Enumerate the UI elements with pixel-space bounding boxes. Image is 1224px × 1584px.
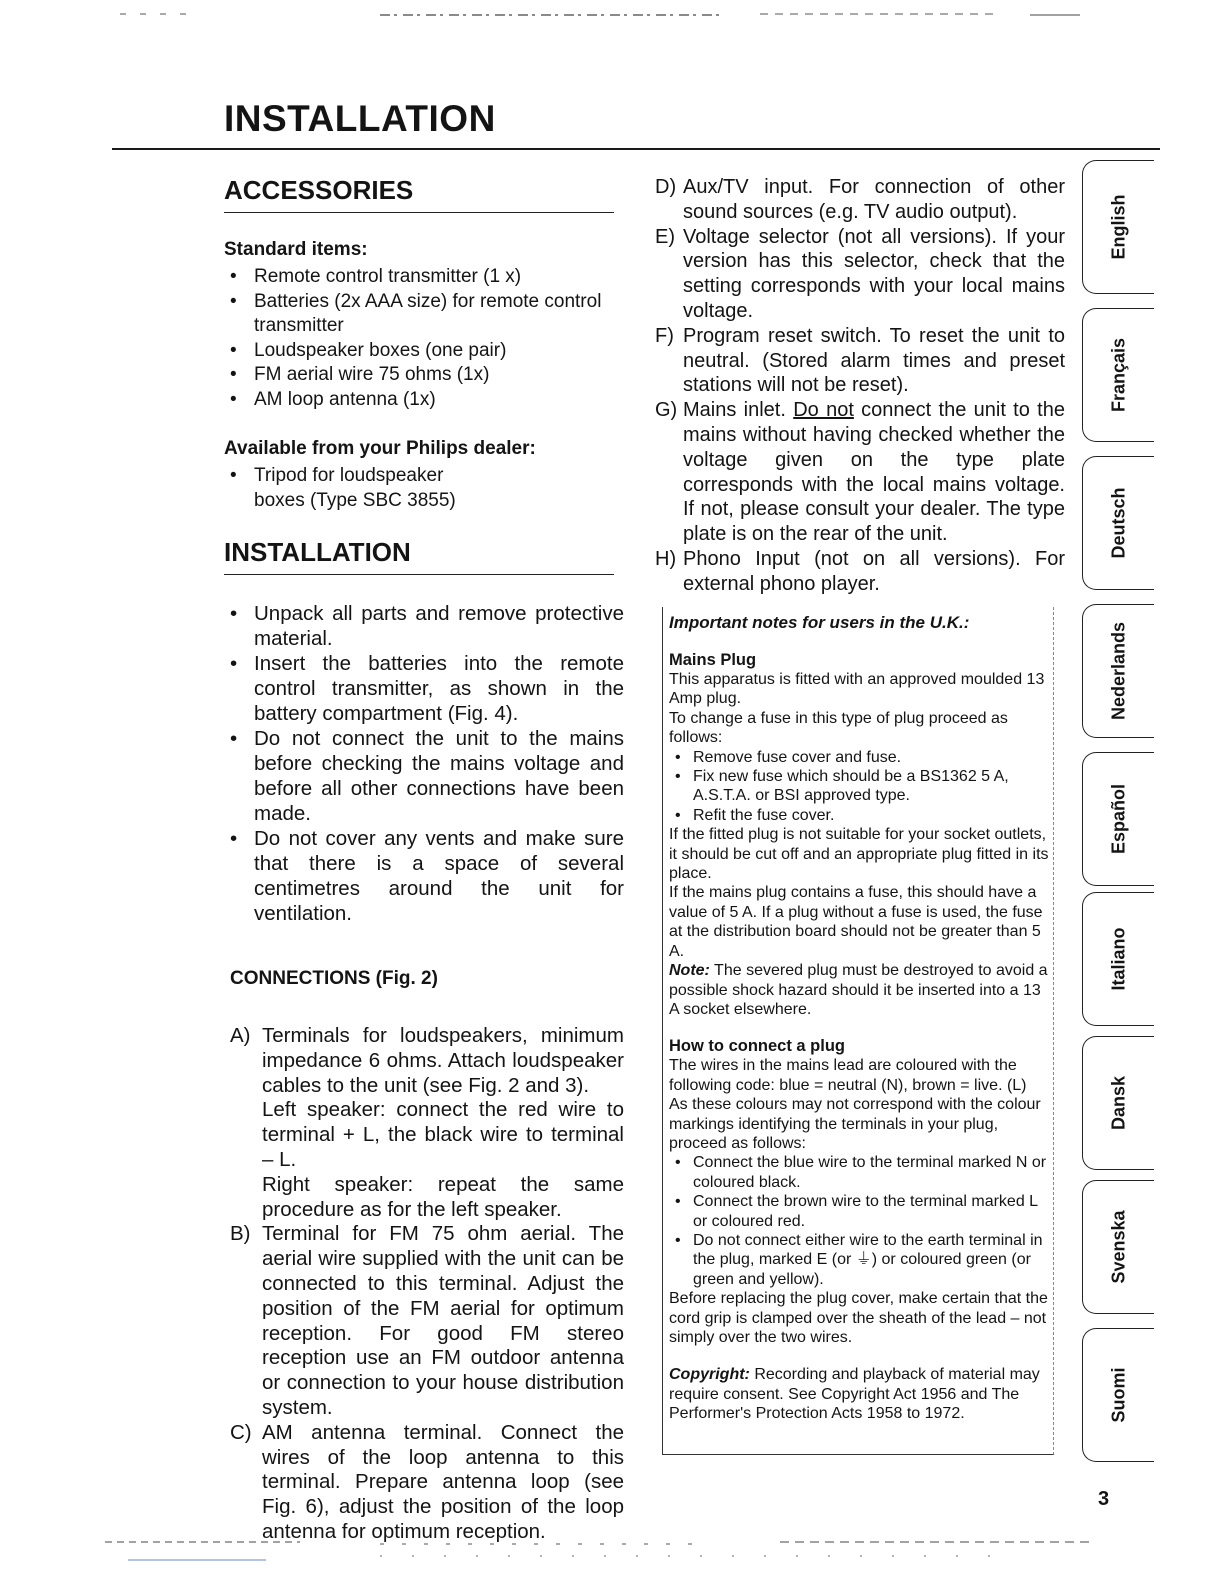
dealer-items-heading: Available from your Philips dealer: [224,438,536,459]
connection-a-left: Left speaker: connect the red wire to terminal + L, the black wire to terminal – L. [262,1098,624,1171]
tab-label: Français [1108,337,1128,413]
tab-label: Español [1108,783,1128,855]
mains-p3: If the fitted plug is not suitable for your socket outlets, it should be cut off and an appropriate plug fitted in its place. [669,826,1049,883]
list-item: • Fix new fuse which should be a BS1362 5 A, A.S.T.A. or BSI approved type. [669,767,1053,806]
copyright-paragraph [669,1365,1053,1423]
tab-label: English [1108,194,1128,260]
uk-notes-title: Important notes for users in the U.K.: [669,613,970,632]
installation-rule [224,574,614,575]
connect-steps-list [669,1153,1053,1289]
note-paragraph [669,961,1053,1019]
spacer [669,1019,1053,1037]
list-item: • Remote control transmitter (1 x) [224,265,624,290]
mains-p1: This apparatus is fitted with an approved moulded 13 Amp plug. [669,671,1045,708]
item-letter: F) [655,324,674,347]
item-letter: B) [230,1222,251,1246]
item-letter: E) [655,225,675,248]
connection-a-right: Right speaker: repeat the same procedure as for the left speaker. [262,1172,624,1221]
right-column [655,175,1065,597]
connection-e-text: Voltage selector (not all versions). If your version has this selector, check that the setting corresponds with your local mains voltage. [683,225,1065,322]
tab-deutsch[interactable] [1082,456,1154,590]
connection-a-text: Terminals for loudspeakers, minimum impedance 6 ohms. Attach loudspeaker cables to the unit (see Fig. 2 and 3). [262,1024,624,1097]
page-number: 3 [1098,1488,1110,1510]
connect-plug-heading: How to connect a plug [669,1037,845,1056]
connection-item-d [655,175,1065,225]
accessories-heading: ACCESSORIES [224,175,414,205]
list-item: • AM loop antenna (1x) [224,388,624,413]
list-item: • Do not cover any vents and make sure that there is a space of several centimetres around the unit for ventilation. [224,826,624,926]
list-item: • Connect the blue wire to the terminal marked N or coloured black. [669,1153,1053,1192]
tab-label: Svenska [1108,1210,1128,1284]
mains-p2: To change a fuse in this type of plug proceed as follows: [669,709,1008,747]
connection-item-c [224,1421,624,1545]
mains-p4: If the mains plug contains a fuse, this should have a value of 5 A. If a plug without a fuse is used, the fuse at the distribution board should not be greater than 5 A. [669,884,1043,960]
installation-list [224,601,624,926]
list-item: • Loudspeaker boxes (one pair) [224,339,624,364]
tab-english[interactable] [1082,160,1154,294]
mains-plug-heading: Mains Plug [669,651,757,669]
connection-d-text: Aux/TV input. For connection of other sound sources (e.g. TV audio output). [683,176,1065,223]
tab-label: Deutsch [1108,487,1128,559]
tab-svenska[interactable] [1082,1180,1154,1314]
standard-items-list [224,265,624,412]
list-item: • Batteries (2x AAA size) for remote control transmitter [224,290,624,339]
item-letter: C) [230,1420,252,1444]
copyright-text: Recording and playback of material may require consent. See Copyright Act 1956 and The Performer's Protection Acts 1958 to 1972. [669,1366,1040,1423]
connection-b-text: Terminal for FM 75 ohm aerial. The aerial wire supplied with the unit can be connected to this terminal. Adjust the position of the FM aerial for optimum reception. For good FM stereo reception use an FM outdoor antenna or connection to your house distribution system. [262,1222,624,1419]
tab-suomi[interactable] [1082,1328,1154,1462]
item-letter: A) [230,1024,251,1047]
list-item: • Insert the batteries into the remote control transmitter, as shown in the battery compartment (Fig. 4). [224,651,624,726]
connection-item-f [655,324,1065,398]
item-letter: H) [655,547,677,570]
uk-notes-box [662,607,1054,1455]
fuse-steps-list [669,748,1053,826]
list-item: • Tripod for loudspeaker boxes (Type SBC 3855) [224,464,474,513]
connect-p3: Before replacing the plug cover, make certain that the cord grip is clamped over the sheath of the lead – not simply over the two wires. [669,1290,1048,1346]
tab-label: Nederlands [1108,621,1128,721]
dealer-items-list [224,464,624,513]
spacer [669,1347,1053,1365]
tab-nederlands[interactable] [1082,604,1154,738]
connection-item-b [224,1222,624,1420]
item-letter: G) [655,399,678,422]
left-column [224,175,624,1545]
connection-item-h [655,547,1065,597]
connection-item-a [224,1024,624,1222]
connections-heading: CONNECTIONS (Fig. 2) [230,968,438,989]
list-item: • Unpack all parts and remove protective material. [224,601,624,651]
connection-g-underline: Do not [793,399,854,422]
connection-c-text: AM antenna terminal. Connect the wires of the loop antenna to this terminal. Prepare antenna loop (see Fig. 6), adjust the position of the loop antenna for optimum reception. [262,1420,624,1543]
scan-artifact-bottom [0,1536,1224,1566]
list-item: • Do not connect the unit to the mains before checking the mains voltage and before all other connections have been made. [224,726,624,826]
list-item: • Connect the brown wire to the terminal marked L or coloured red. [669,1192,1053,1231]
installation-heading: INSTALLATION [224,537,411,567]
list-item: • Refit the fuse cover. [669,806,1053,825]
tab-francais[interactable] [1082,308,1154,442]
tab-dansk[interactable] [1082,1036,1154,1170]
title-divider [112,148,1160,150]
copyright-label: Copyright: [669,1366,750,1384]
accessories-rule [224,212,614,213]
tab-label: Suomi [1108,1367,1128,1423]
scan-artifact-top [0,10,1224,18]
item-letter: D) [655,176,677,198]
connection-h-text: Phono Input (not on all versions). For external phono player. [683,547,1065,595]
tab-label: Italiano [1108,927,1128,991]
list-item: • FM aerial wire 75 ohms (1x) [224,363,624,388]
tab-label: Dansk [1108,1075,1128,1131]
connection-f-text: Program reset switch. To reset the unit to neutral. (Stored alarm times and preset stations will not be reset). [683,324,1065,397]
standard-items-heading: Standard items: [224,239,368,260]
connection-item-e [655,225,1065,324]
note-text: The severed plug must be destroyed to avoid a possible shock hazard should it be inserted into a 13 A socket elsewhere. [669,962,1048,1018]
note-label: Note: [669,962,710,980]
list-item: • Remove fuse cover and fuse. [669,748,1053,767]
connection-g-post: connect the unit to the mains without having checked whether the voltage given on the type plate corresponds with the local mains voltage. If not, please consult your dealer. The type plate is on the rear of the unit. [683,399,1065,546]
connection-g-pre: Mains inlet. [683,399,794,422]
page-title: INSTALLATION [224,98,496,139]
connect-p1: The wires in the mains lead are coloured with the following code: blue = neutral (N), brown = live. (L) [669,1057,1027,1094]
connection-item-g [655,398,1065,547]
connect-p2: As these colours may not correspond with the colour markings identifying the terminals in your plug, proceed as follows: [669,1096,1041,1152]
connections-list-left [224,1024,624,1545]
tab-espanol[interactable] [1082,752,1154,886]
tab-italiano[interactable] [1082,892,1154,1026]
list-item: • Do not connect either wire to the earth terminal in the plug, marked E (or ⏚) or coloured green (or green and yellow). [669,1231,1053,1289]
